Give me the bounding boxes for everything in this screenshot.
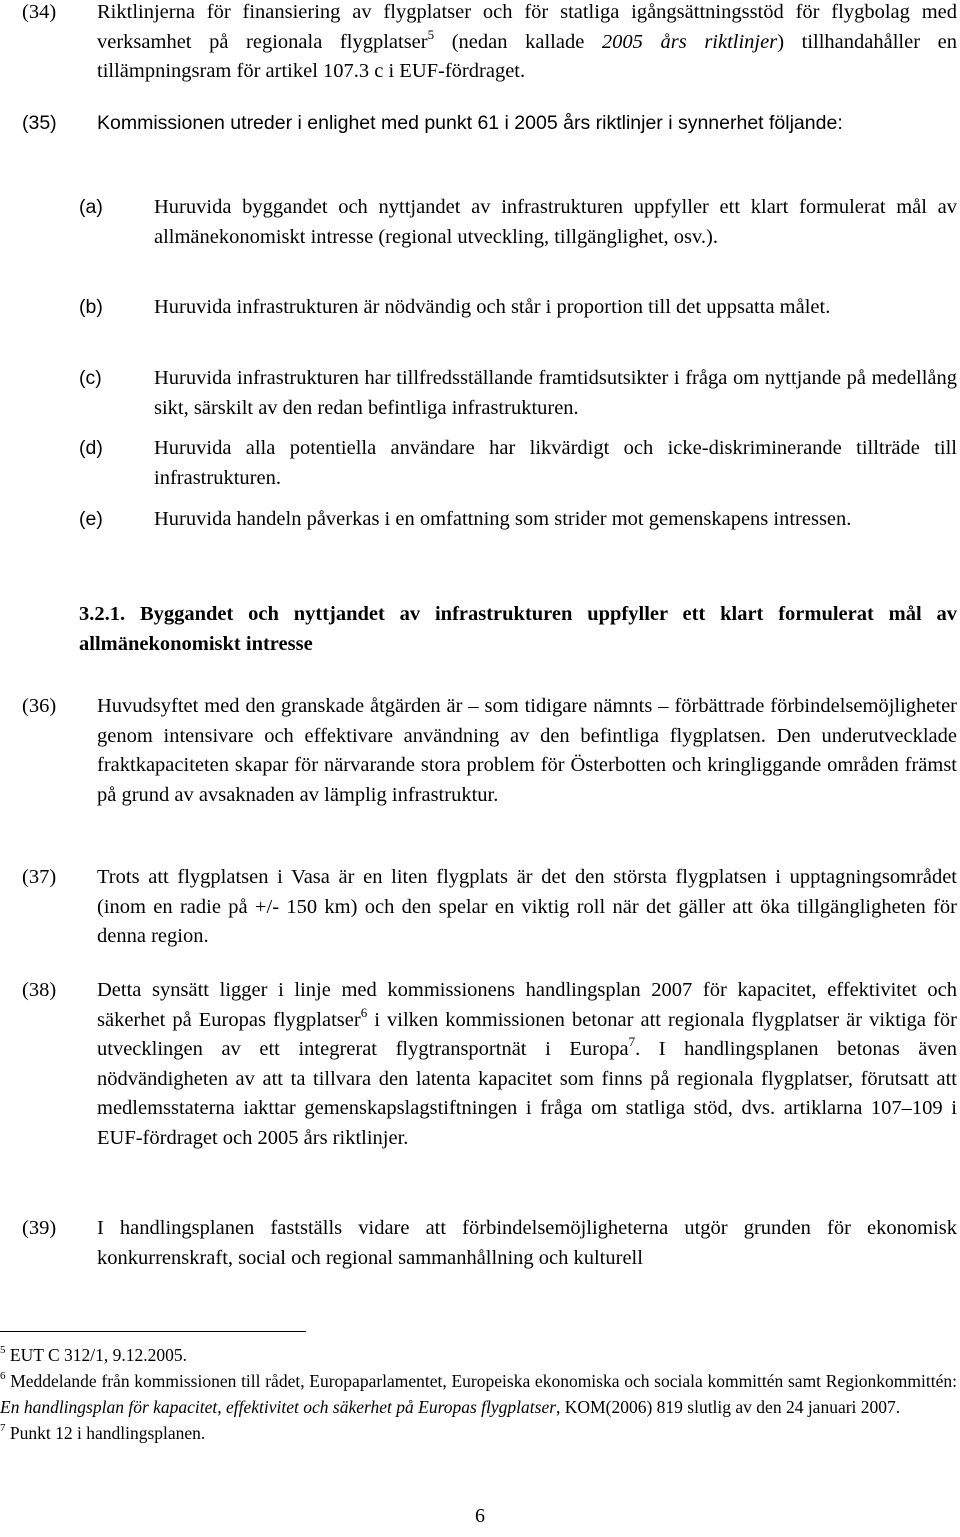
list-label: (d) <box>79 437 103 459</box>
list-label: (e) <box>79 508 103 530</box>
list-text: Huruvida byggandet och nyttjandet av infrastrukturen uppfyller ett klart formulerat mål av allmänekonomiskt intresse (regional utveckling, tillgänglighet, osv.). <box>154 196 957 248</box>
text-run: i vilken kommissionen betonar att regionala flygplatser är viktiga för utvecklingen av ett integrerat flygtransportnät i Europa <box>97 1008 957 1060</box>
text-run: . I handlingsplanen betonas även nödvändigheten av att ta tillvara den latenta kapacitet som finns på regionala flygplatser, förutsatt att medlemsstaterna iakttar gemenskapslagstiftningen i fråga om statliga stöd, dvs. artiklarna 107–109 i EUF-fördraget och 2005 års riktlinjer. <box>97 1038 958 1149</box>
paragraph-text <box>97 0 957 87</box>
text-run: ) tillhandahåller en tillämpningsram för artikel 107.3 c i EUF-fördraget. <box>97 30 958 82</box>
list-item-a <box>79 193 957 252</box>
paragraph-number: (38) <box>22 979 57 1001</box>
paragraph-text: Huvudsyftet med den granskade åtgärden är – som tidigare nämnts – förbättrade förbindelsemöjligheter genom intensivare och effektivare användning av den befintliga flygplatsen. Den underutvecklade fraktkapaciteten skapar för närvarande stora problem för Österbotten och kringliggande områden främst på grund av avsaknaden av lämplig infrastruktur. <box>97 695 957 806</box>
footnote-text: EUT C 312/1, 9.12.2005. <box>5 1345 187 1365</box>
list-label: (c) <box>79 367 102 389</box>
footnote-number: 7 <box>0 1422 6 1434</box>
paragraph-number: (37) <box>22 866 57 888</box>
paragraph-number: (36) <box>22 695 57 717</box>
list-label: (a) <box>79 196 103 218</box>
paragraph-36 <box>22 692 957 810</box>
footnote-italic-title: En handlingsplan för kapacitet, effektivitet och säkerhet på Europas flygplatser <box>0 1397 557 1417</box>
list-text: Huruvida handeln påverkas i en omfattning som strider mot gemenskapens intressen. <box>154 508 852 530</box>
footnotes <box>0 1342 957 1446</box>
paragraph-39 <box>22 1214 957 1273</box>
list-item-d <box>79 434 957 493</box>
paragraph-35 <box>22 109 957 139</box>
paragraph-number: (39) <box>22 1217 57 1239</box>
section-heading: 3.2.1. Byggandet och nyttjandet av infrastrukturen uppfyller ett klart formulerat mål av allmänekonomiskt intresse <box>79 603 957 655</box>
list-text: Huruvida infrastrukturen är nödvändig och står i proportion till det uppsatta målet. <box>154 296 831 318</box>
paragraph-38 <box>22 976 957 1153</box>
paragraph-number: (34) <box>22 1 57 23</box>
paragraph-text: Trots att flygplatsen i Vasa är en liten flygplats är det den största flygplatsen i upptagningsområdet (inom en radie på +/- 150 km) och den spelar en viktig roll när det gäller att öka tillgängligheten för denna region. <box>97 866 957 947</box>
footnote-text: Meddelande från kommissionen till rådet, Europaparlamentet, Europeiska ekonomiska och sociala kommittén samt Regionkommittén: <box>5 1371 957 1391</box>
list-item-b <box>79 293 957 323</box>
footnote-6 <box>0 1368 957 1420</box>
footnote-text: Punkt 12 i handlingsplanen. <box>5 1423 206 1443</box>
text-run: Riktlinjerna för finansiering av flygplatser och för statliga igångsättningsstöd för flygbolag med verksamhet på regionala flygplatser <box>97 1 957 53</box>
paragraph-37 <box>22 863 957 952</box>
footnote-ref-5[interactable]: 5 <box>427 26 435 42</box>
text-run: (nedan kallade <box>434 30 602 53</box>
list-label: (b) <box>79 296 103 318</box>
page-number: 6 <box>475 1505 485 1527</box>
paragraph-text: I handlingsplanen fastställs vidare att förbindelsemöjligheterna utgör grunden för ekonomisk konkurrenskraft, social och regional sammanhållning och kulturell <box>97 1217 957 1269</box>
list-text: Huruvida infrastrukturen har tillfredsställande framtidsutsikter i fråga om nyttjande på medellång sikt, särskilt av den redan befintliga infrastrukturen. <box>154 367 957 419</box>
footnote-ref-6[interactable]: 6 <box>360 1004 368 1020</box>
footnote-number: 5 <box>0 1344 6 1356</box>
footnote-text: , KOM(2006) 819 slutlig av den 24 januari 2007. <box>556 1397 901 1417</box>
italic-term: 2005 års riktlinjer <box>601 30 778 53</box>
paragraph-text: Kommissionen utreder i enlighet med punkt 61 i 2005 års riktlinjer i synnerhet följande: <box>97 112 843 134</box>
footnote-5 <box>0 1342 957 1368</box>
list-item-c <box>79 364 957 423</box>
paragraph-text <box>97 976 957 1153</box>
paragraph-number: (35) <box>22 112 57 134</box>
footnote-7 <box>0 1420 957 1446</box>
list-item-e <box>79 505 957 535</box>
list-text: Huruvida alla potentiella användare har likvärdigt och icke-diskriminerande tillträde till infrastrukturen. <box>154 437 957 489</box>
footnote-separator <box>0 1331 306 1332</box>
paragraph-34 <box>22 0 957 87</box>
footnote-number: 6 <box>0 1370 6 1382</box>
text-run: Detta synsätt ligger i linje med kommissionens handlingsplan 2007 för kapacitet, effektivitet och säkerhet på Europas flygplatser <box>97 979 957 1031</box>
footnote-ref-7[interactable]: 7 <box>628 1034 636 1049</box>
